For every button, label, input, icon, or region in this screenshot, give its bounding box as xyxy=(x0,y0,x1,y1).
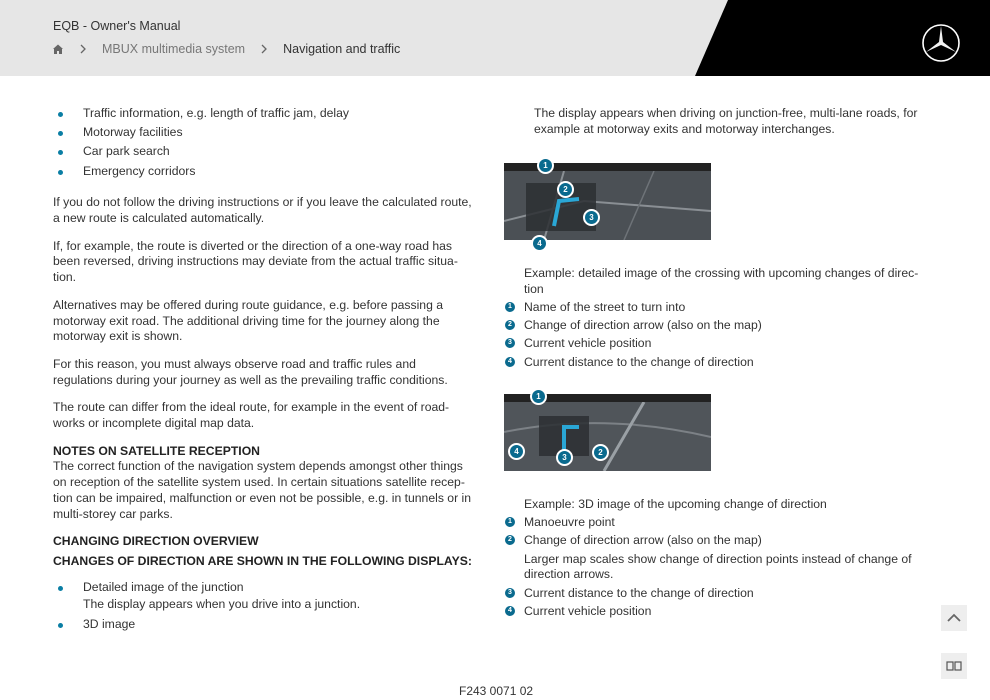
list-item: 4 Current distance to the change of direction xyxy=(503,355,923,371)
section-heading-changing-direction: CHANGING DIRECTION OVERVIEW xyxy=(53,534,259,549)
number-4-icon: 4 xyxy=(505,357,515,367)
list-item: Traffic information, e.g. length of traffic jam, delay xyxy=(53,106,473,122)
bookmark-button[interactable] xyxy=(941,653,967,679)
example-caption: Example: 3D image of the upcoming change of direction xyxy=(524,497,827,512)
section-heading-satellite: NOTES ON SATELLITE RECEPTION xyxy=(53,443,260,458)
number-3-icon: 3 xyxy=(505,588,515,598)
display-list xyxy=(53,617,473,633)
paragraph: If, for example, the route is diverted or the direction of a one-way road has been reversed, driving instructions may deviate from the actual traffic situation. xyxy=(53,238,458,285)
intro-text: The display appears when driving on junction-free, multi-lane roads, for example at motorway exits and motorway interchanges. xyxy=(534,106,918,136)
breadcrumb-current: Navigation and traffic xyxy=(283,42,401,56)
display-list xyxy=(53,580,473,596)
breadcrumb-link-mbux[interactable]: MBUX multimedia system xyxy=(102,42,246,56)
callout-4: 4 xyxy=(508,443,525,460)
section-heading-displays: CHANGES OF DIRECTION ARE SHOWN IN THE FOLLOWING DISPLAYS: xyxy=(53,553,472,568)
callout-2: 2 xyxy=(557,181,574,198)
bookmark-icon xyxy=(946,660,962,672)
chevron-right-icon xyxy=(78,43,88,55)
list-item: Detailed image of the junction xyxy=(53,580,473,596)
callout-3: 3 xyxy=(583,209,600,226)
number-1-icon: 1 xyxy=(505,302,515,312)
number-2-icon: 2 xyxy=(505,320,515,330)
callout-1: 1 xyxy=(537,157,554,174)
number-2-icon: 2 xyxy=(505,535,515,545)
callout-4: 4 xyxy=(531,235,548,252)
callout-3: 3 xyxy=(556,449,573,466)
doc-title: EQB - Owner's Manual xyxy=(53,19,181,33)
feature-list xyxy=(53,106,473,179)
paragraph: If you do not follow the driving instructions or if you leave the calculated route, a new route is calculated automatically. xyxy=(53,195,472,226)
example-2-legend xyxy=(503,515,923,549)
chevron-up-icon xyxy=(947,613,961,623)
junction-detail-screenshot xyxy=(504,161,711,249)
junction-map-image xyxy=(504,171,711,240)
right-column xyxy=(503,106,923,622)
list-item: 1 Name of the street to turn into xyxy=(503,300,923,316)
header-bar xyxy=(0,0,990,76)
paragraph: The correct function of the navigation system depends amongst other things on reception of the satellite system used. In certain situations satellite reception can be impaired, malfunction or even not be possible, e.g. in tunnels or in multi-storey car parks. xyxy=(53,459,472,521)
3d-view-screenshot xyxy=(504,394,711,471)
list-item-note: Larger map scales show change of direction points instead of change of direction arrows. xyxy=(524,551,912,582)
callout-1: 1 xyxy=(530,388,547,405)
list-item: Motorway facilities xyxy=(53,125,473,141)
list-item: 2 Change of direction arrow (also on the map) xyxy=(503,318,923,334)
number-4-icon: 4 xyxy=(505,606,515,616)
breadcrumb xyxy=(52,42,400,56)
paragraph: For this reason, you must always observe road and traffic rules and regulations during your journey as well as the prevailing traffic conditions. xyxy=(53,356,448,387)
3d-map-image xyxy=(504,402,711,471)
example-1-legend xyxy=(503,300,923,371)
list-item: Car park search xyxy=(53,144,473,160)
example-caption: Example: detailed image of the crossing with upcoming changes of direction xyxy=(524,266,919,297)
screen-status-bar xyxy=(504,163,711,171)
home-icon[interactable] xyxy=(52,43,64,55)
figure-code: F243 0071 02 xyxy=(459,684,534,698)
list-item: 1 Manoeuvre point xyxy=(503,515,923,531)
example-2-legend-cont xyxy=(503,586,923,620)
number-1-icon: 1 xyxy=(505,517,515,527)
number-3-icon: 3 xyxy=(505,338,515,348)
list-item: Emergency corridors xyxy=(53,164,473,180)
list-item: 4 Current vehicle position xyxy=(503,604,923,620)
list-item: 3D image xyxy=(53,617,473,633)
list-item: 2 Change of direction arrow (also on the map) xyxy=(503,533,923,549)
list-item: 3 Current vehicle position xyxy=(503,336,923,352)
list-item: 3 Current distance to the change of direction xyxy=(503,586,923,602)
scroll-to-top-button[interactable] xyxy=(941,605,967,631)
mercedes-star-logo-icon[interactable] xyxy=(921,23,961,63)
paragraph: Alternatives may be offered during route guidance, e.g. before passing a motorway exit road. The additional driving time for the journey along the motorway exit is shown. xyxy=(53,297,444,344)
left-column xyxy=(53,106,473,636)
list-item-description: The display appears when you drive into a junction. xyxy=(83,597,361,612)
callout-2: 2 xyxy=(592,444,609,461)
chevron-right-icon xyxy=(259,43,269,55)
paragraph: The route can differ from the ideal route, for example in the event of roadworks or incomplete digital map data. xyxy=(53,400,450,431)
